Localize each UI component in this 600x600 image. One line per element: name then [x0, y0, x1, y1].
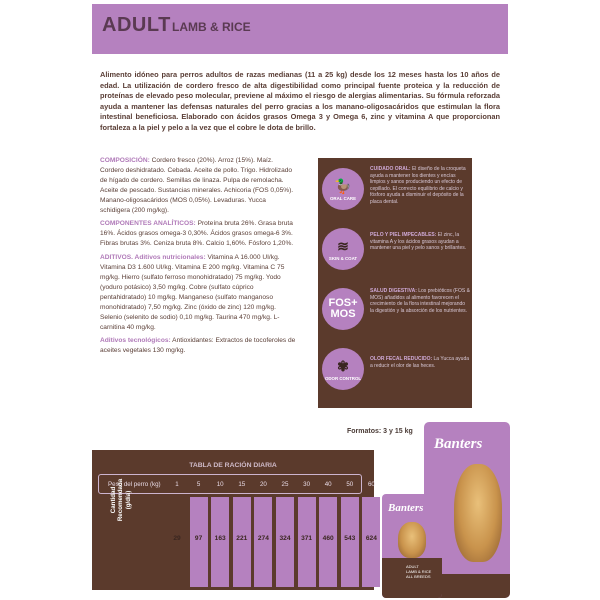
yucca-icon: ✾ ODOR CONTROL — [322, 348, 364, 390]
duck-icon: 🦆 ORAL CARE — [322, 168, 364, 210]
composition-label: COMPOSICIÓN: — [100, 157, 150, 164]
formats-label: Formatos: 3 y 15 kg — [347, 428, 413, 435]
amount-row-label: Cantidad Recomendada (g/día) — [110, 478, 132, 522]
product-header — [92, 4, 508, 54]
additives-text: Vitamina A 16.000 UI/kg. Vitamina D3 1.600 UI/kg. Vitamina E 200 mg/kg. Vitamina C 75 mg/kg. Hierro (sulfato ferroso monohidratado) 75 mg/kg. Yodo (yoduro potásico) 3,50 mg/kg. Cobre (sulfato cúprico pentahidratado) 10 mg/kg. Manganeso (sulfato manganoso monohidratado) 7,50 mg/kg. Zinc (óxido de zinc) 120 mg/kg. Selenio (selenito de sodio) 0,10 mg/kg. Taurina 470 mg/kg. L-carnitina 40 mg/kg. — [100, 254, 285, 331]
amount-column — [341, 497, 359, 587]
fos-mos-icon: FOS+ MOS — [322, 288, 364, 330]
bag-large-brand: Banters — [434, 436, 483, 452]
ration-table-title: TABLA DE RACIÓN DIARIA — [189, 462, 277, 469]
amount-cell: 324 — [279, 535, 291, 542]
amount-column — [233, 497, 251, 587]
weight-cell: 60 — [367, 481, 375, 488]
amount-column — [190, 497, 208, 587]
benefit-oral-text: CUIDADO ORAL: El diseño de la croqueta ayuda a mantener los dientes y encías limpios y sanos produciendo un efecto de cepillado. El correcto equilibrio de calcio y fósforo ayuda a disminuir el depósito de la placa dental. — [370, 166, 466, 205]
brush-icon: ≋ SKIN & COAT — [322, 228, 364, 270]
bag-small-label: ADULT LAMB & RICE ALL BREEDS — [406, 564, 432, 579]
amount-cell: 543 — [344, 535, 356, 542]
amount-column — [298, 497, 316, 587]
amount-column — [211, 497, 229, 587]
weight-cell: 5 — [196, 481, 201, 488]
amount-cell: 29 — [173, 535, 181, 542]
product-bag-small — [382, 494, 442, 598]
amount-cell: 460 — [322, 535, 334, 542]
weight-cell: 20 — [259, 481, 267, 488]
analytic-paragraph — [100, 219, 296, 249]
composition-block — [100, 156, 296, 360]
additives-paragraph — [100, 253, 296, 332]
amount-cell: 274 — [257, 535, 269, 542]
benefits-panel — [318, 158, 472, 408]
weight-row-label: Peso del perro (kg) — [108, 481, 161, 488]
tech-additives-paragraph — [100, 336, 296, 356]
product-title: ADULT — [102, 14, 171, 36]
weight-cell: 25 — [281, 481, 289, 488]
weight-cell: 1 — [175, 481, 179, 488]
weight-cell: 30 — [303, 481, 311, 488]
weight-cell: 50 — [346, 481, 354, 488]
analytic-label: COMPONENTES ANALÍTICOS: — [100, 220, 196, 228]
amount-cell: 163 — [214, 535, 226, 542]
amount-column — [276, 497, 294, 587]
amount-cell: 221 — [236, 535, 248, 542]
amount-column — [362, 497, 380, 587]
analytic-text: Proteína bruta 26%. Grasa bruta 16%. Ácidos grasos omega-3 0,30%. Ácidos grasos omega-6 3%. Fibras brutas 3%. Ceniza bruta 8%. Calcio 1,60%. Fósforo 1,20%. — [100, 220, 294, 248]
amount-column — [319, 497, 337, 587]
dog-image-small — [398, 522, 426, 558]
amount-cell: 624 — [365, 535, 377, 542]
benefit-digestive-text: SALUD DIGESTIVA: Los prebióticos (FOS & MOS) añadidos al alimento favorecen el crecimiento de la flora intestinal mejorando la digestión y la absorción de los nutrientes. — [370, 288, 470, 314]
bag-small-brand: Banters — [388, 502, 424, 514]
product-subtitle: LAMB & RICE — [172, 20, 251, 34]
additives-label: ADITIVOS. Aditivos nutricionales: — [100, 254, 206, 262]
benefit-odor-text: OLOR FECAL REDUCIDO: La Yucca ayuda a reducir el olor de las heces. — [370, 356, 470, 369]
composition-paragraph — [100, 156, 296, 215]
amount-cell: 371 — [301, 535, 313, 542]
dog-image — [454, 464, 502, 562]
weight-cell: 40 — [324, 481, 332, 488]
intro-paragraph: Alimento idóneo para perros adultos de razas medianas (11 a 25 kg) desde los 12 meses hasta los 10 años de edad. La utilización de cordero fresco de alta digestibilidad como principal fuente proteica y la reducción de proteínas de elevado peso molecular, previene al máximo el riesgo de alergias alimentarias. Su fórmula reforzada ayuda a mantener las defensas naturales del perro gracias a los manano-oligosacáridos que estimulan la flora intestinal beneficiosa. Elaborado con ácidos grasos Omega 3 y Omega 6, zinc y vitamina A que proporcionan fortaleza a la piel y pelo a la vez que el cobre le dota de brillo. — [100, 70, 500, 132]
amount-column — [254, 497, 272, 587]
composition-text: Cordero fresco (20%). Arroz (15%). Maíz. Cordero deshidratado. Cebada. Aceite de pollo. Trigo. Hidrolizado de hígado de cordero. Semillas de linaza. Pulpa de remolacha. Aceite de pescado. Sustancias minerales. Achicoria (FOS 0,05%). Manano-oligosacáridos (MOS 0,05%). Levaduras. Yucca schidigera (200 mg/kg). — [100, 157, 294, 214]
benefit-skin-text: PELO Y PIEL IMPECABLES: El zinc, la vitamina A y los ácidos grasos ayudan a mantener una piel y pelo sanos y brillantes. — [370, 232, 467, 252]
weight-cell: 15 — [238, 481, 246, 488]
tech-additives-label: Aditivos tecnológicos: — [100, 337, 171, 345]
tech-additives-text: Antioxidantes: Extractos de tocoferoles de aceites vegetales 130 mg/kg. — [100, 337, 296, 355]
amount-cell: 97 — [194, 535, 203, 542]
weight-cell: 10 — [216, 481, 224, 488]
